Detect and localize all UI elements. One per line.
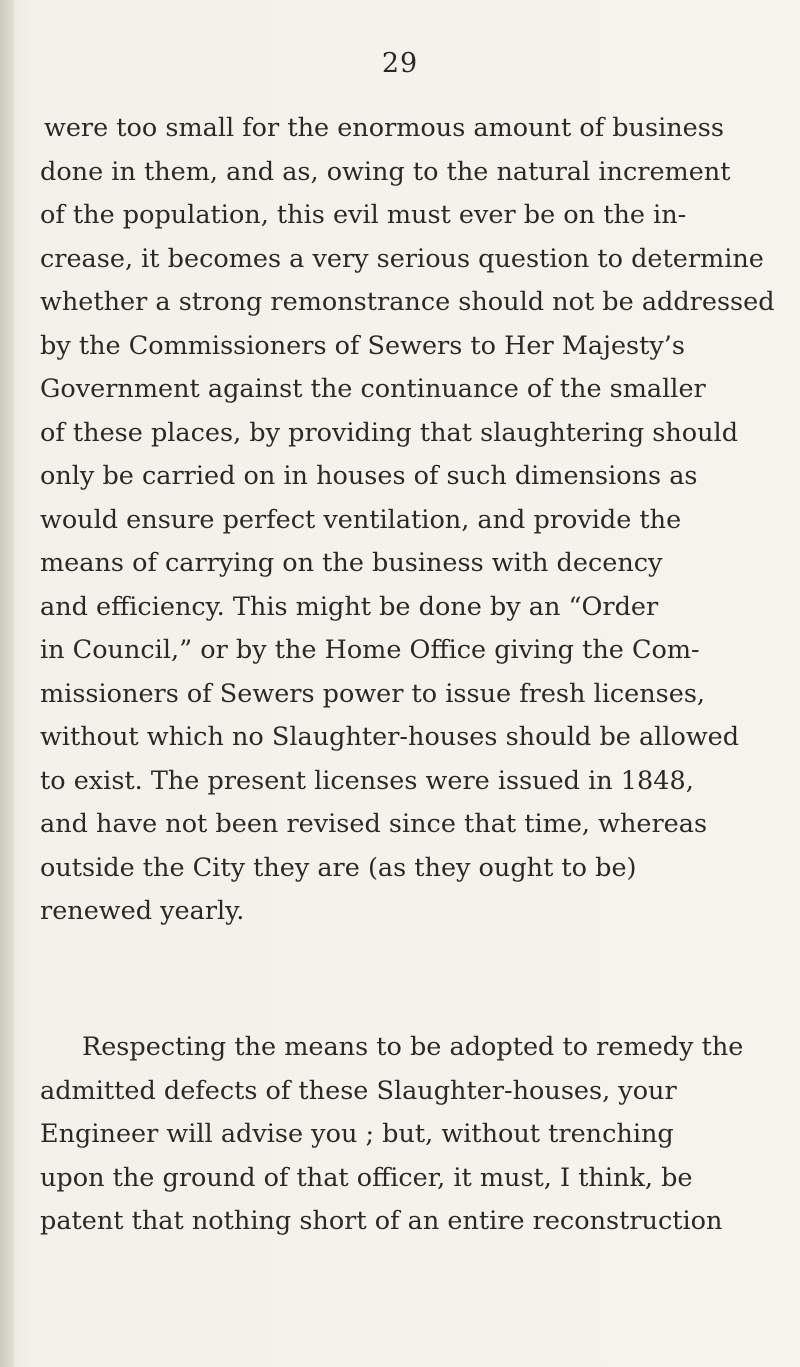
text-line: whether a strong remonstrance should not be addressed: [40, 287, 775, 317]
text-line: crease, it becomes a very serious question to determine: [40, 243, 764, 274]
text-line: would ensure perfect ventilation, and provide the: [40, 504, 682, 535]
text-line: renewed yearly.: [40, 896, 245, 926]
text-line: and have not been revised since that time, whereas: [40, 809, 708, 839]
text-line: outside the City they are (as they ought to be): [40, 852, 637, 883]
text-line: by the Commissioners of Sewers to Her Majesty’s: [40, 330, 685, 361]
text-line: means of carrying on the business with decency: [40, 548, 663, 578]
text-line: without which no Slaughter-houses should be allowed: [40, 722, 740, 752]
text-line: of the population, this evil must ever be on the in-: [40, 200, 687, 230]
text-line: only be carried on in houses of such dimensions as: [40, 461, 698, 491]
text-line: Government against the continuance of the smaller: [40, 374, 706, 404]
page-number: 29: [381, 48, 419, 79]
text-line: missioners of Sewers power to issue fresh licenses,: [40, 678, 706, 709]
text-line: Engineer will advise you ; but, without trenching: [40, 1119, 674, 1149]
text-line: to exist. The present licenses were issued in 1848,: [40, 765, 694, 796]
text-line: in Council,” or by the Home Office giving the Com-: [40, 635, 700, 665]
paragraph-2: [40, 1026, 780, 1244]
text-line: Respecting the means to be adopted to remedy the: [82, 1032, 744, 1062]
text-line: upon the ground of that officer, it must, I think, be: [40, 1162, 693, 1193]
page-gutter: [0, 0, 14, 1367]
text-line: admitted defects of these Slaughter-houses, your: [40, 1075, 677, 1106]
text-line: patent that nothing short of an entire reconstruction: [40, 1206, 723, 1236]
text-line: and efficiency. This might be done by an “Order: [40, 591, 659, 622]
paragraph-1: [40, 107, 780, 934]
text-line: of these places, by providing that slaughtering should: [40, 417, 739, 448]
text-line: were too small for the enormous amount of business: [44, 113, 724, 143]
text-line: done in them, and as, owing to the natural increment: [40, 156, 731, 187]
